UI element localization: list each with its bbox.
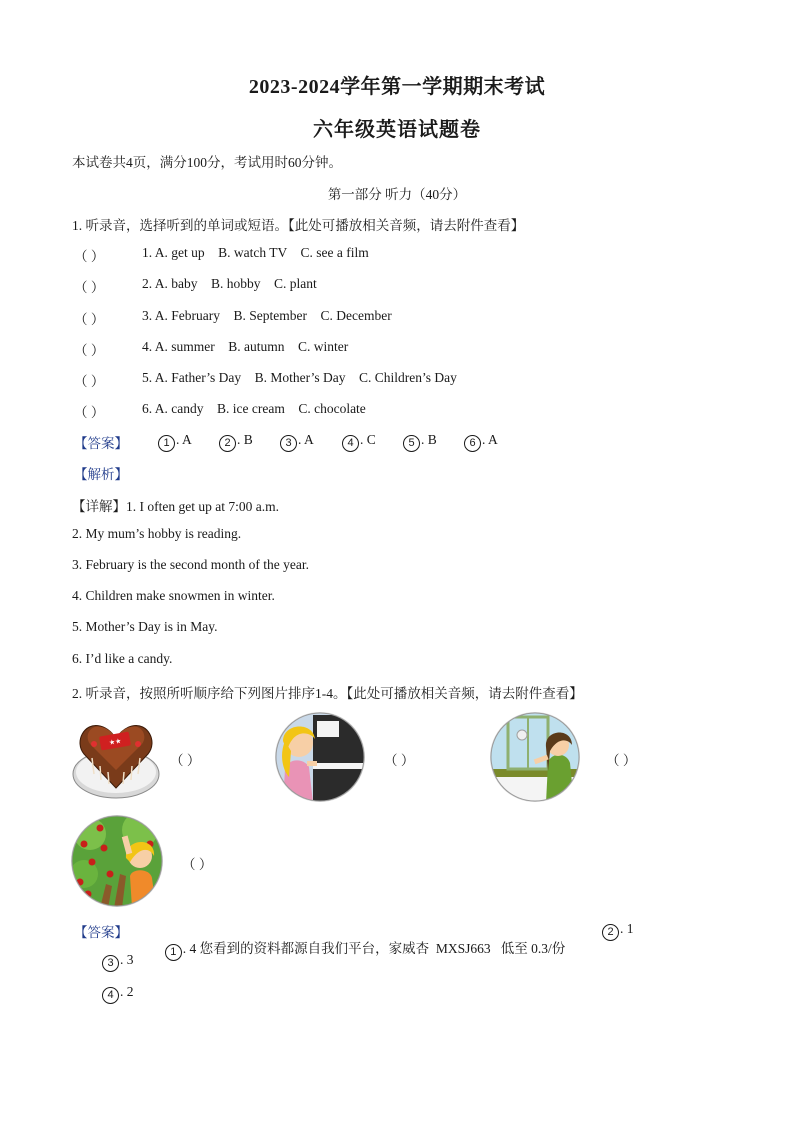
q1-item-1: 1. A. get up B. watch TV C. see a film [142, 245, 369, 260]
detail-line-4: 4. Children make snowmen in winter. [72, 588, 275, 603]
q2-answer-3: 3 . 3 [102, 952, 134, 972]
q1-answer-6: 6 . A [464, 432, 498, 452]
detail-tag: 【详解】 [72, 499, 126, 514]
answer-bracket: （ ） [74, 343, 105, 358]
detail-line-5: 5. Mother’s Day is in May. [72, 619, 218, 634]
q1-answer-5: 5 . B [403, 432, 437, 452]
q1-answer-2: 2 . B [219, 432, 253, 452]
answer-bracket: （ ） [74, 249, 105, 264]
answer-tag: 【答案】 [74, 925, 128, 940]
q1-answer-3: 3 . A [280, 432, 314, 452]
cake-picture [70, 714, 162, 802]
circled-number: 4 [342, 435, 359, 452]
svg-text:★★: ★★ [108, 737, 123, 748]
circled-number: 1 [158, 435, 175, 452]
exam-subtitle: 六年级英语试题卷 [313, 119, 481, 141]
detail-line-6: 6. I’d like a candy. [72, 651, 173, 666]
q2-prompt: 2. 听录音，按照所听顺序给下列图片排序1-4。【此处可播放相关音频，请去附件查看】 [72, 686, 583, 701]
q2-answer-1: 1 . 4 您看到的资料都源自我们平台，家威杏 MXSJ663 低至 0.3/份 [158, 921, 565, 961]
q1-item-2: 2. A. baby B. hobby C. plant [142, 276, 317, 291]
window-picture [488, 711, 582, 803]
circled-number: 3 [102, 955, 119, 972]
circled-number: 6 [464, 435, 481, 452]
q1-item-5: 5. A. Father’s Day B. Mother’s Day C. Children’s Day [142, 370, 457, 385]
q1-item-6: 6. A. candy B. ice cream C. chocolate [142, 401, 366, 416]
answer-bracket: （ ） [74, 280, 105, 295]
q2-answer-4: 4 . 2 [102, 984, 134, 1004]
detail-line-3: 3. February is the second month of the year. [72, 557, 309, 572]
analysis-tag: 【解析】 [74, 467, 128, 482]
circled-number: 5 [403, 435, 420, 452]
answer-bracket: （ ） [182, 857, 213, 872]
detail-line-2: 2. My mum’s hobby is reading. [72, 526, 242, 541]
detail-line-1: 【详解】1. I often get up at 7:00 a.m. [72, 499, 279, 514]
exam-instructions: 本试卷共4页，满分100分，考试用时60分钟。 [72, 155, 342, 170]
q1-prompt: 1. 听录音，选择听到的单词或短语。【此处可播放相关音频，请去附件查看】 [72, 218, 525, 233]
circled-number: 3 [280, 435, 297, 452]
answer-bracket: （ ） [74, 374, 105, 389]
piano-picture [273, 711, 367, 803]
exam-title: 2023-2024学年第一学期期末考试 [248, 76, 546, 98]
apple-tree-picture [70, 814, 164, 908]
q1-answer-1: 1 . A [158, 432, 192, 452]
answer-bracket: （ ） [606, 753, 637, 768]
circled-number: 2 [219, 435, 236, 452]
circled-number: 1 [165, 944, 182, 961]
answer-bracket: （ ） [74, 405, 105, 420]
q2-answer-2: 2 . 1 [602, 921, 634, 941]
answer-bracket: （ ） [74, 312, 105, 327]
section-heading: 第一部分 听力（40分） [327, 187, 467, 202]
circled-number: 4 [102, 987, 119, 1004]
answer-bracket: （ ） [170, 753, 201, 768]
q1-item-3: 3. A. February B. September C. December [142, 308, 392, 323]
q1-item-4: 4. A. summer B. autumn C. winter [142, 339, 349, 354]
circled-number: 2 [602, 924, 619, 941]
answer-bracket: （ ） [384, 753, 415, 768]
answer-tag: 【答案】 [74, 436, 128, 451]
q1-answer-4: 4 . C [342, 432, 376, 452]
